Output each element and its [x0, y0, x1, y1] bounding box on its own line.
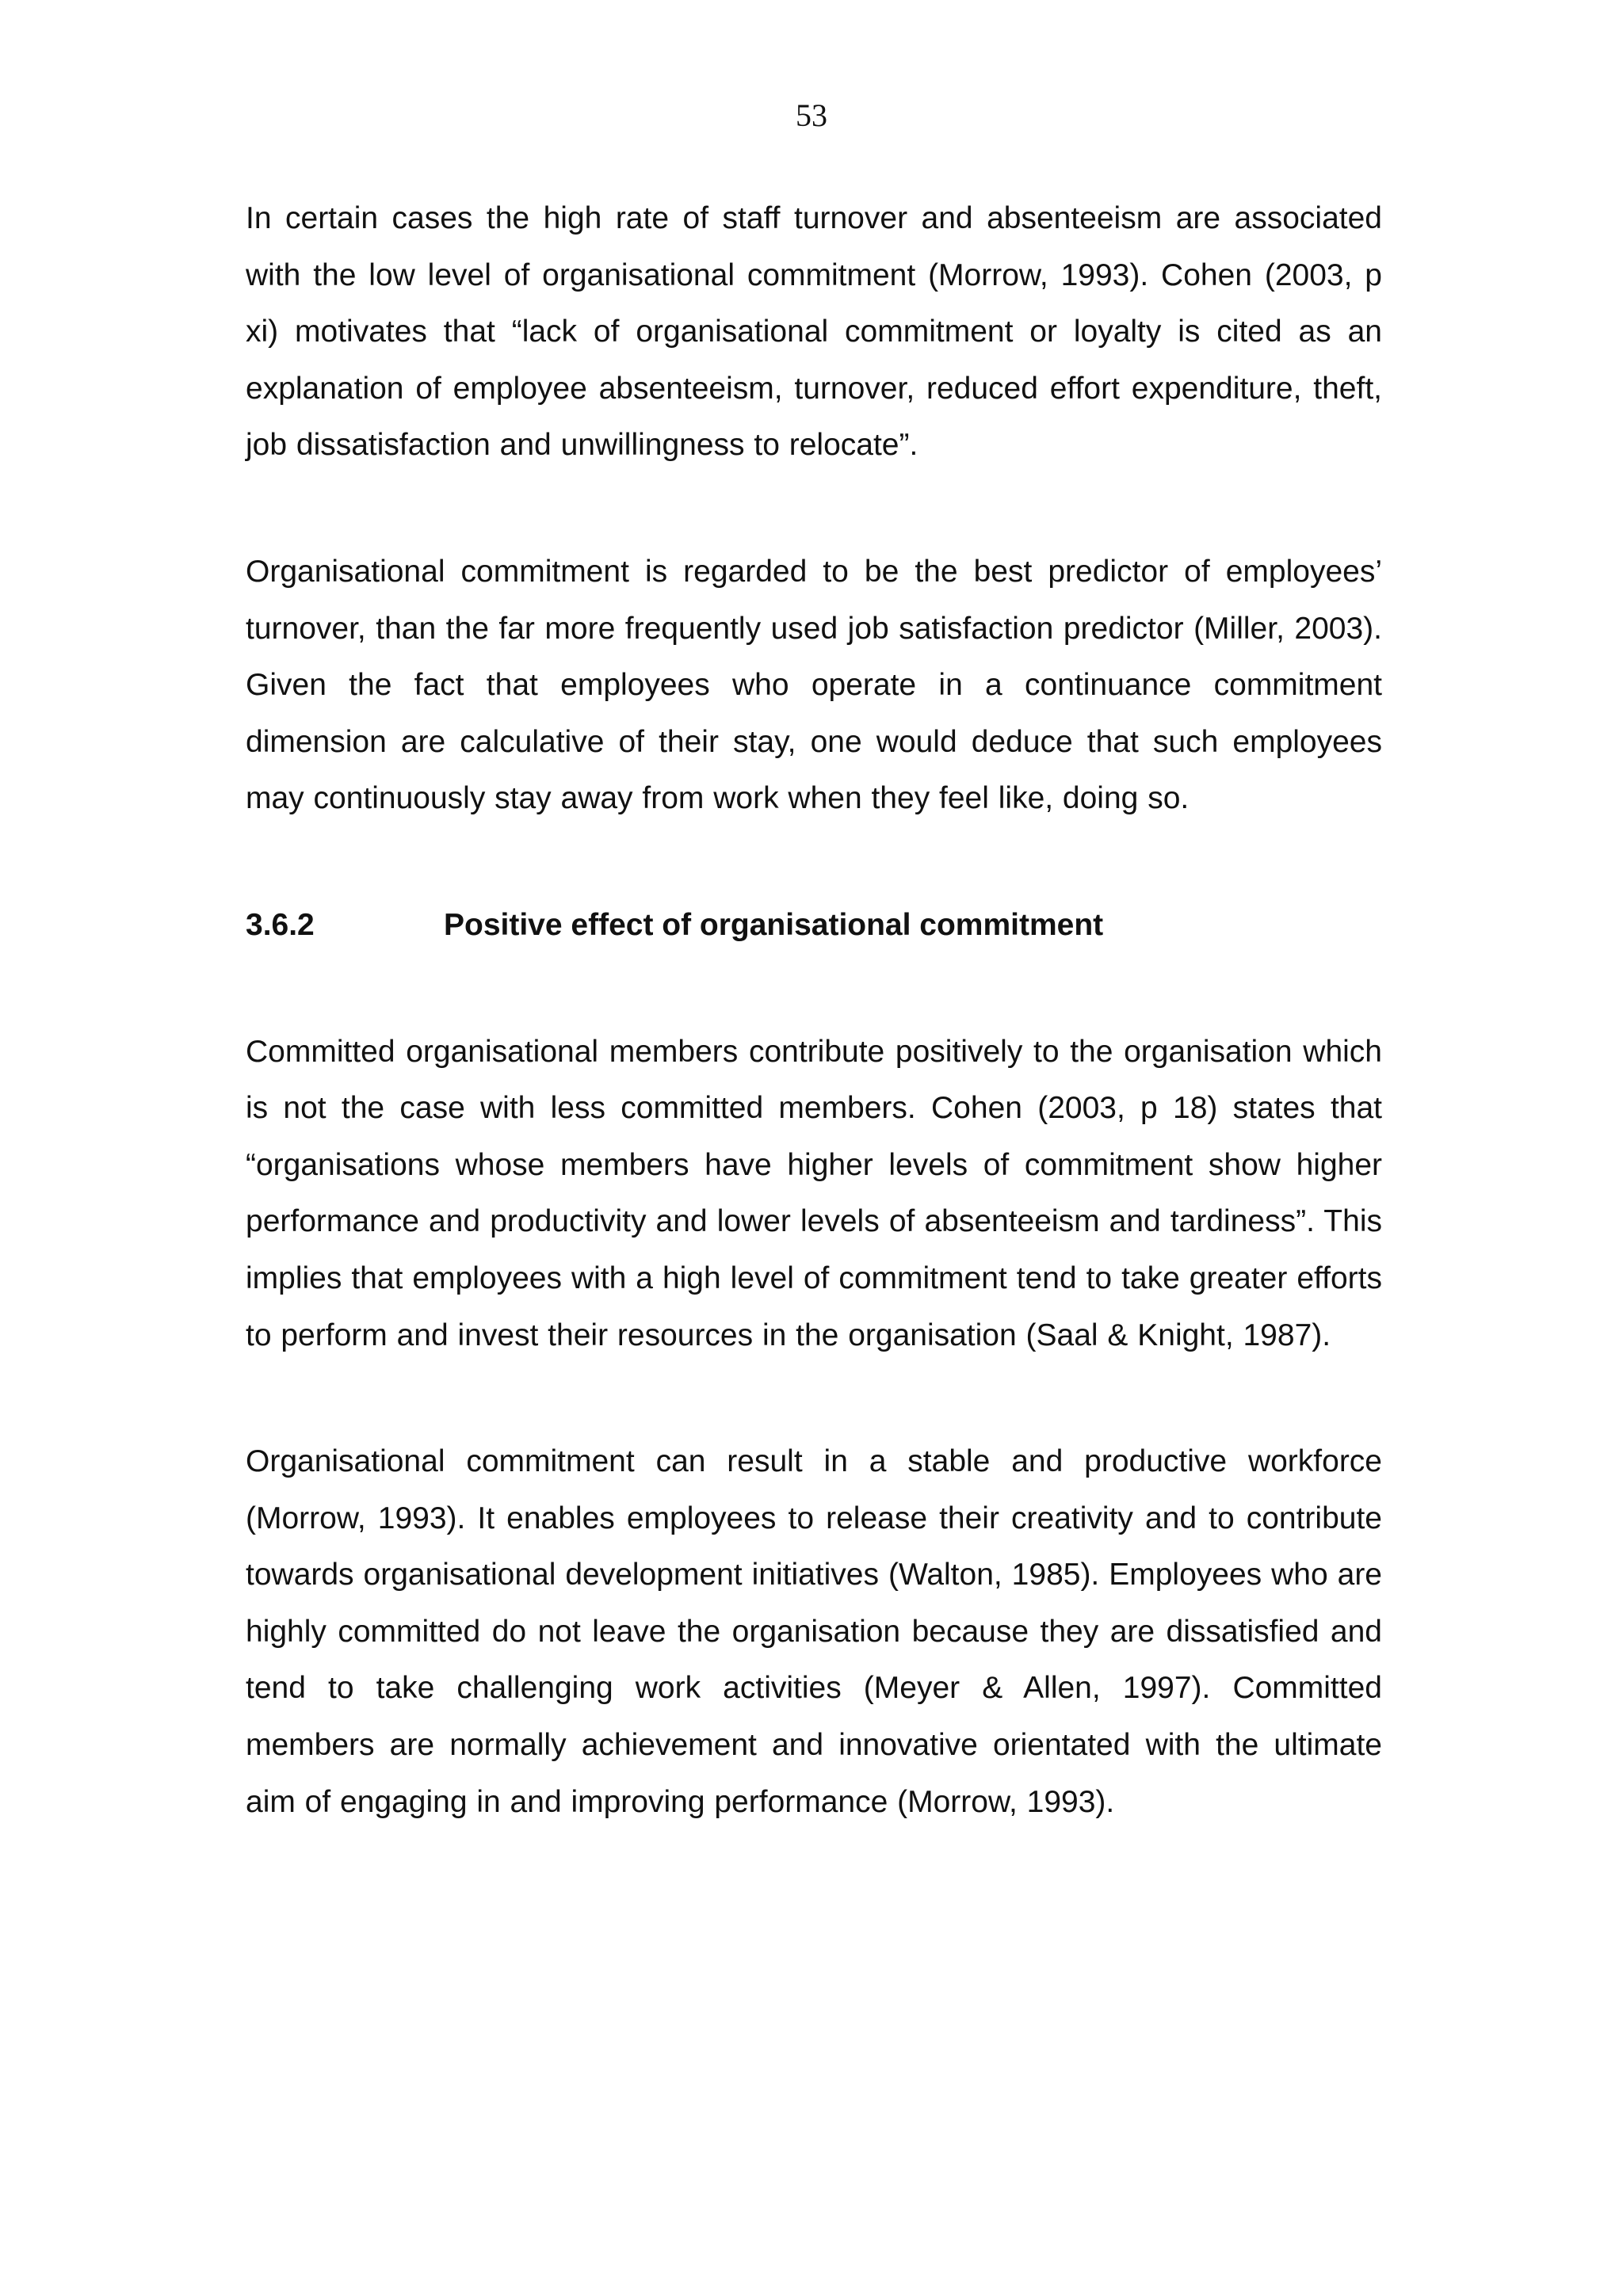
paragraph-turnover-absenteeism: In certain cases the high rate of staff turnover and absenteeism are associated with the low level of organisational commitment (Morrow, 1993). Cohen (2003, p xi) motivates that “lack of organisational commitment or loyalty is cited as an explanation of employee absenteeism, turnover, reduced effort expenditure, theft, job dissatisfaction and unwillingness to relocate”. [246, 201, 1382, 463]
paragraph-best-predictor: Organisational commitment is regarded to be the best predictor of employees’ turnover, than the far more frequently used job satisfaction predictor (Miller, 2003). Given the fact that employees who operate in a continuance commitment dimension are calculative of their stay, one would deduce that such employees may continuously stay away from work when they feel like, doing so. [246, 554, 1382, 816]
section-number: 3.6.2 [246, 907, 315, 942]
page-number: 53 [796, 97, 827, 133]
page-content [246, 190, 1382, 1830]
paragraph-committed-members: Committed organisational members contribute positively to the organisation which is not the case with less committed members. Cohen (2003, p 18) states that “organisations whose members have higher levels of commitment show higher performance and productivity and lower levels of absenteeism and tardiness”. This implies that employees with a high level of commitment tend to take greater efforts to perform and invest their resources in the organisation (Saal & Knight, 1987). [246, 1034, 1382, 1352]
section-heading [246, 897, 1382, 954]
section-title: Positive effect of organisational commitment [444, 907, 1104, 942]
paragraph-stable-workforce: Organisational commitment can result in a stable and productive workforce (Morrow, 1993). It enables employees to release their creativity and to contribute towards organisational development initiatives (Walton, 1985). Employees who are highly committed do not leave the organisation because they are dissatisfied and tend to take challenging work activities (Meyer & Allen, 1997). Committed members are normally achievement and innovative orientated with the ultimate aim of engaging in and improving performance (Morrow, 1993). [246, 1444, 1382, 1819]
